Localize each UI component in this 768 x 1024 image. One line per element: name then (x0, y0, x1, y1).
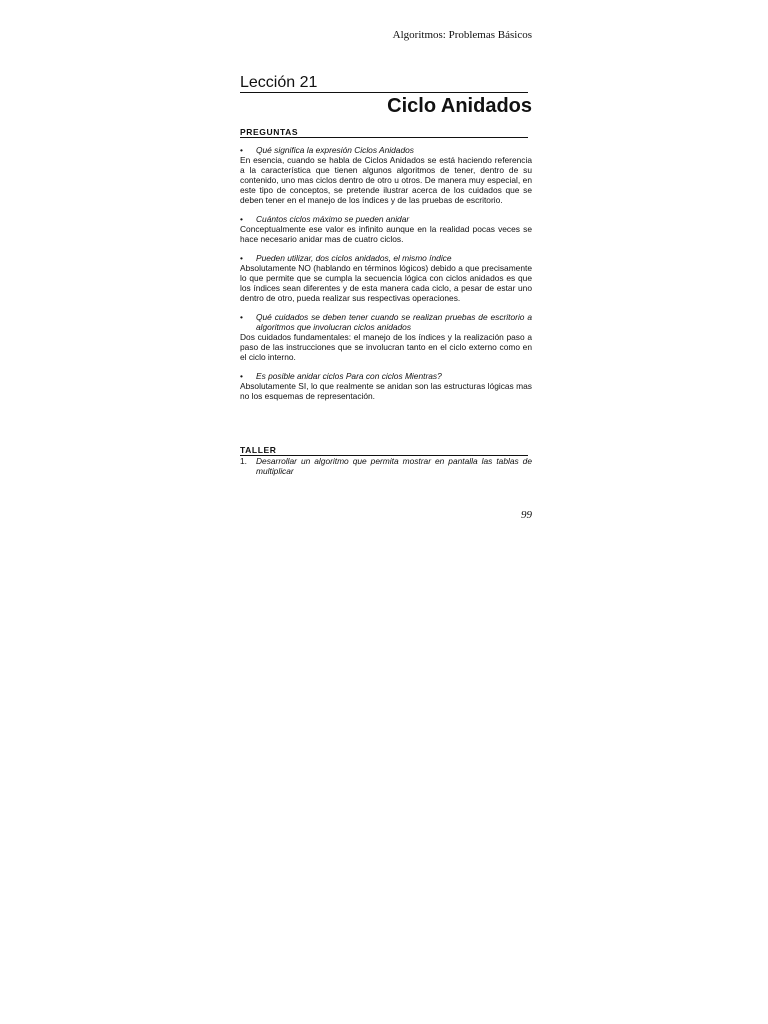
question-text: Qué significa la expresión Ciclos Anidados (256, 145, 414, 155)
bullet-icon: • (240, 214, 243, 224)
answer-text: En esencia, cuando se habla de Ciclos Anidados se está haciendo referencia a la característica que tienen algunos algoritmos de tener, dentro de su contenido, uno mas ciclos dentro de otro u otros. De manera muy especial, en este tipo de conceptos, se pretende ilustrar acerca de los cuidados que se deben tener en el manejo de los índices y de las pruebas de escritorio. (240, 155, 532, 205)
taller-item-text: Desarrollar un algoritmo que permita mostrar en pantalla las tablas de multiplicar (256, 456, 532, 476)
question-text: Pueden utilizar, dos ciclos anidados, el mismo índice (256, 253, 452, 263)
answer-text: Absolutamente SI, lo que realmente se anidan son las estructuras lógicas mas no los esquemas de representación. (240, 381, 532, 401)
question-item (240, 214, 532, 244)
answer-text: Dos cuidados fundamentales: el manejo de los índices y la realización paso a paso de las instrucciones que se involucran tanto en el ciclo externo como en el ciclo interno. (240, 332, 532, 362)
lesson-number: Lección 21 (240, 74, 528, 93)
taller-item (240, 456, 532, 476)
answer-text: Conceptualmente ese valor es infinito aunque en la realidad pocas veces se hace necesario anidar mas de cuatro ciclos. (240, 224, 532, 244)
taller-heading: TALLER (240, 445, 528, 456)
question-text: Qué cuidados se deben tener cuando se realizan pruebas de escritorio a algoritmos que involucran ciclos anidados (256, 312, 532, 332)
bullet-icon: • (240, 371, 243, 381)
question-item (240, 253, 532, 303)
taller-item-number: 1. (240, 456, 247, 466)
page-number: 99 (521, 509, 532, 521)
taller-list (240, 456, 532, 476)
bullet-icon: • (240, 145, 243, 155)
question-text: Cuántos ciclos máximo se pueden anidar (256, 214, 410, 224)
question-text: Es posible anidar ciclos Para con ciclos Mientras? (256, 371, 442, 381)
question-item (240, 145, 532, 205)
running-head: Algoritmos: Problemas Básicos (392, 29, 532, 41)
questions-list (240, 145, 532, 410)
lesson-header (240, 74, 532, 118)
bullet-icon: • (240, 253, 243, 263)
question-item (240, 312, 532, 362)
lesson-title: Ciclo Anidados (387, 95, 532, 117)
preguntas-heading: PREGUNTAS (240, 127, 528, 138)
question-item (240, 371, 532, 401)
answer-text: Absolutamente NO (hablando en términos lógicos) debido a que precisamente lo que permite que se cumpla la secuencia lógica con ciclos anidados es que los índices sean diferentes y de esta manera cada ciclo, a pesar de estar uno dentro de otro, pueda realizar sus respectivas operaciones. (240, 263, 532, 303)
book-page (240, 0, 532, 1024)
bullet-icon: • (240, 312, 243, 322)
